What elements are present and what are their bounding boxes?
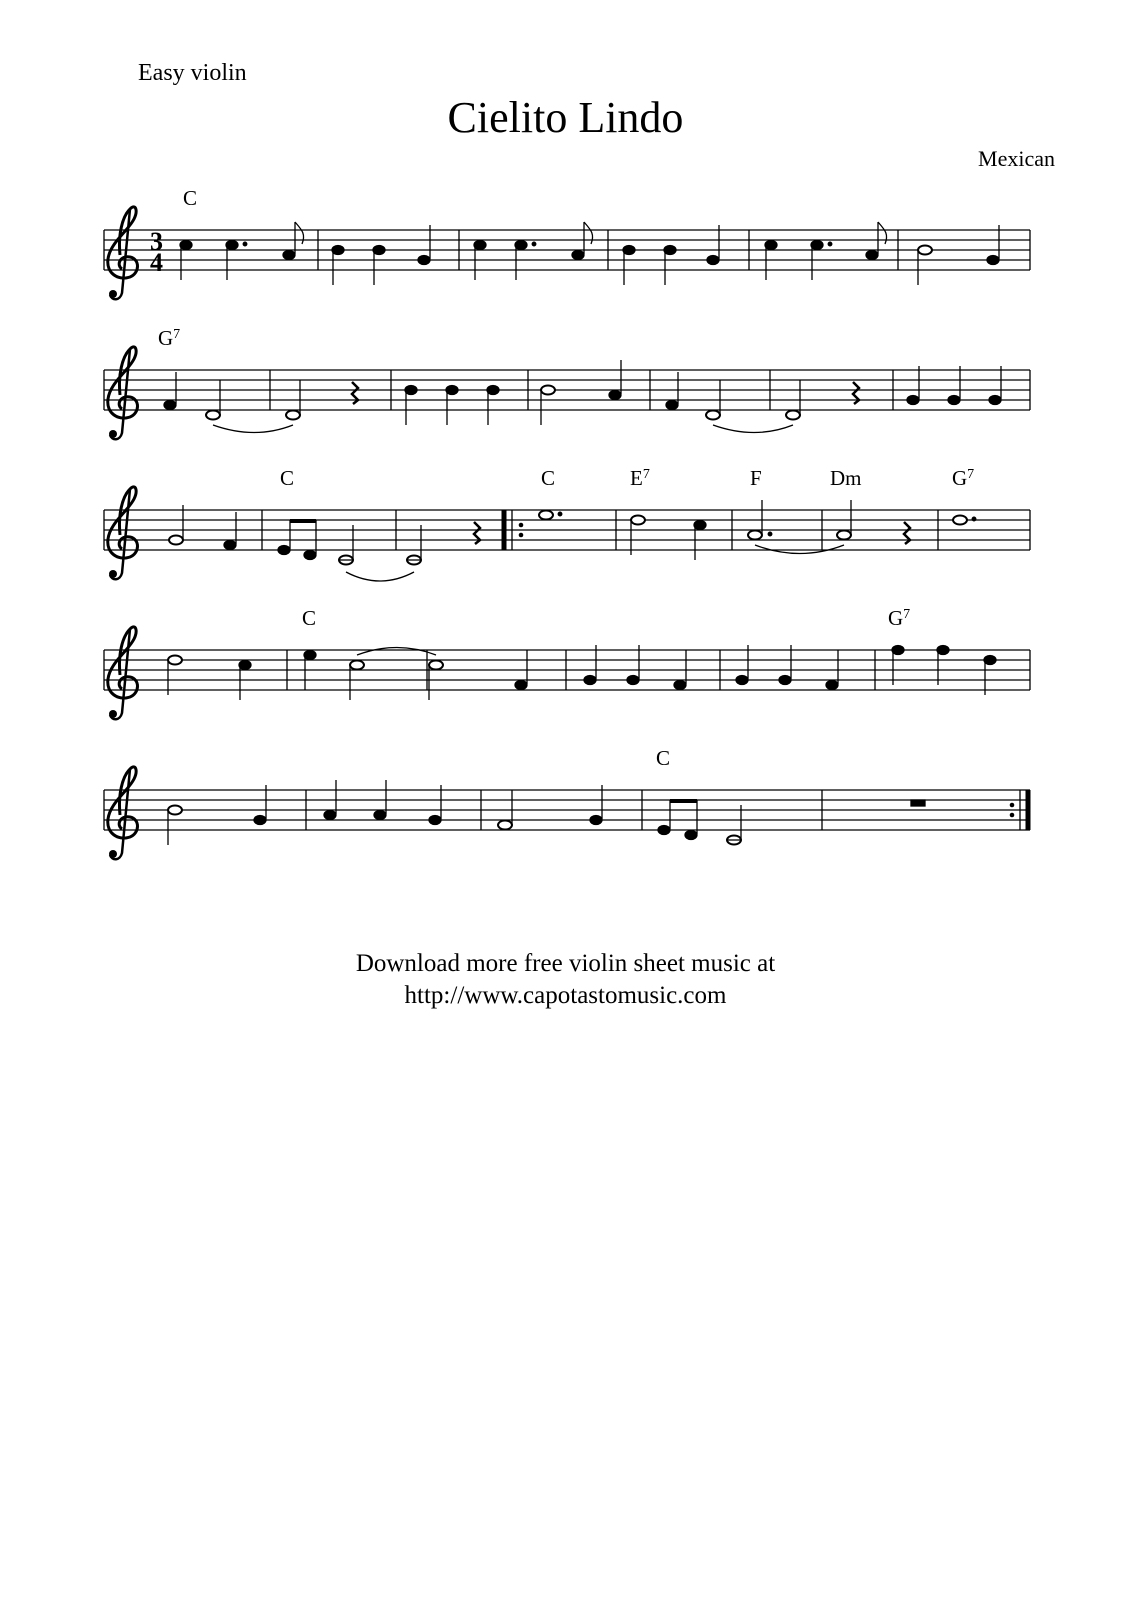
page-title: Cielito Lindo (447, 93, 684, 142)
notes (168, 645, 996, 700)
treble-clef-icon (108, 767, 138, 859)
footer-download-text: Download more free violin sheet music at (355, 950, 776, 977)
chord-symbol: C (302, 606, 317, 630)
chord-symbol: $G^7$ (888, 606, 911, 630)
system-3 (104, 466, 1030, 581)
subtitle: Easy violin (138, 60, 247, 86)
time-signature-top: 3 (150, 227, 163, 256)
staff-lines (104, 370, 1030, 410)
chord-symbol: Dm (830, 466, 862, 490)
chord-symbol: F (750, 466, 762, 490)
chord-symbol: $G^7$ (158, 326, 181, 350)
system-4 (104, 606, 1030, 719)
footer-url-link[interactable]: http://www.capotastomusic.com (404, 982, 727, 1009)
whole-rest (911, 800, 925, 806)
chord-symbol: $E^7$ (630, 466, 650, 490)
notes (180, 222, 999, 285)
staff-lines (104, 230, 1030, 270)
staff-lines (104, 510, 1030, 550)
staff-lines (104, 790, 1030, 830)
system-2 (104, 326, 1030, 439)
chord-symbol: C (541, 466, 556, 490)
system-1 (104, 186, 1030, 299)
treble-clef-icon (108, 627, 138, 719)
notes (164, 360, 1001, 433)
composer: Mexican (978, 146, 1055, 171)
system-5 (104, 746, 1030, 859)
treble-clef-icon (108, 347, 138, 439)
chord-symbol: $G^7$ (952, 466, 975, 490)
chord-symbol: C (183, 186, 198, 210)
chord-symbol: C (656, 746, 671, 770)
treble-clef-icon (108, 487, 138, 579)
treble-clef-icon (108, 207, 138, 299)
time-signature-bottom: 4 (150, 248, 163, 277)
staff-lines (104, 650, 1030, 690)
chord-symbol: C (280, 466, 295, 490)
